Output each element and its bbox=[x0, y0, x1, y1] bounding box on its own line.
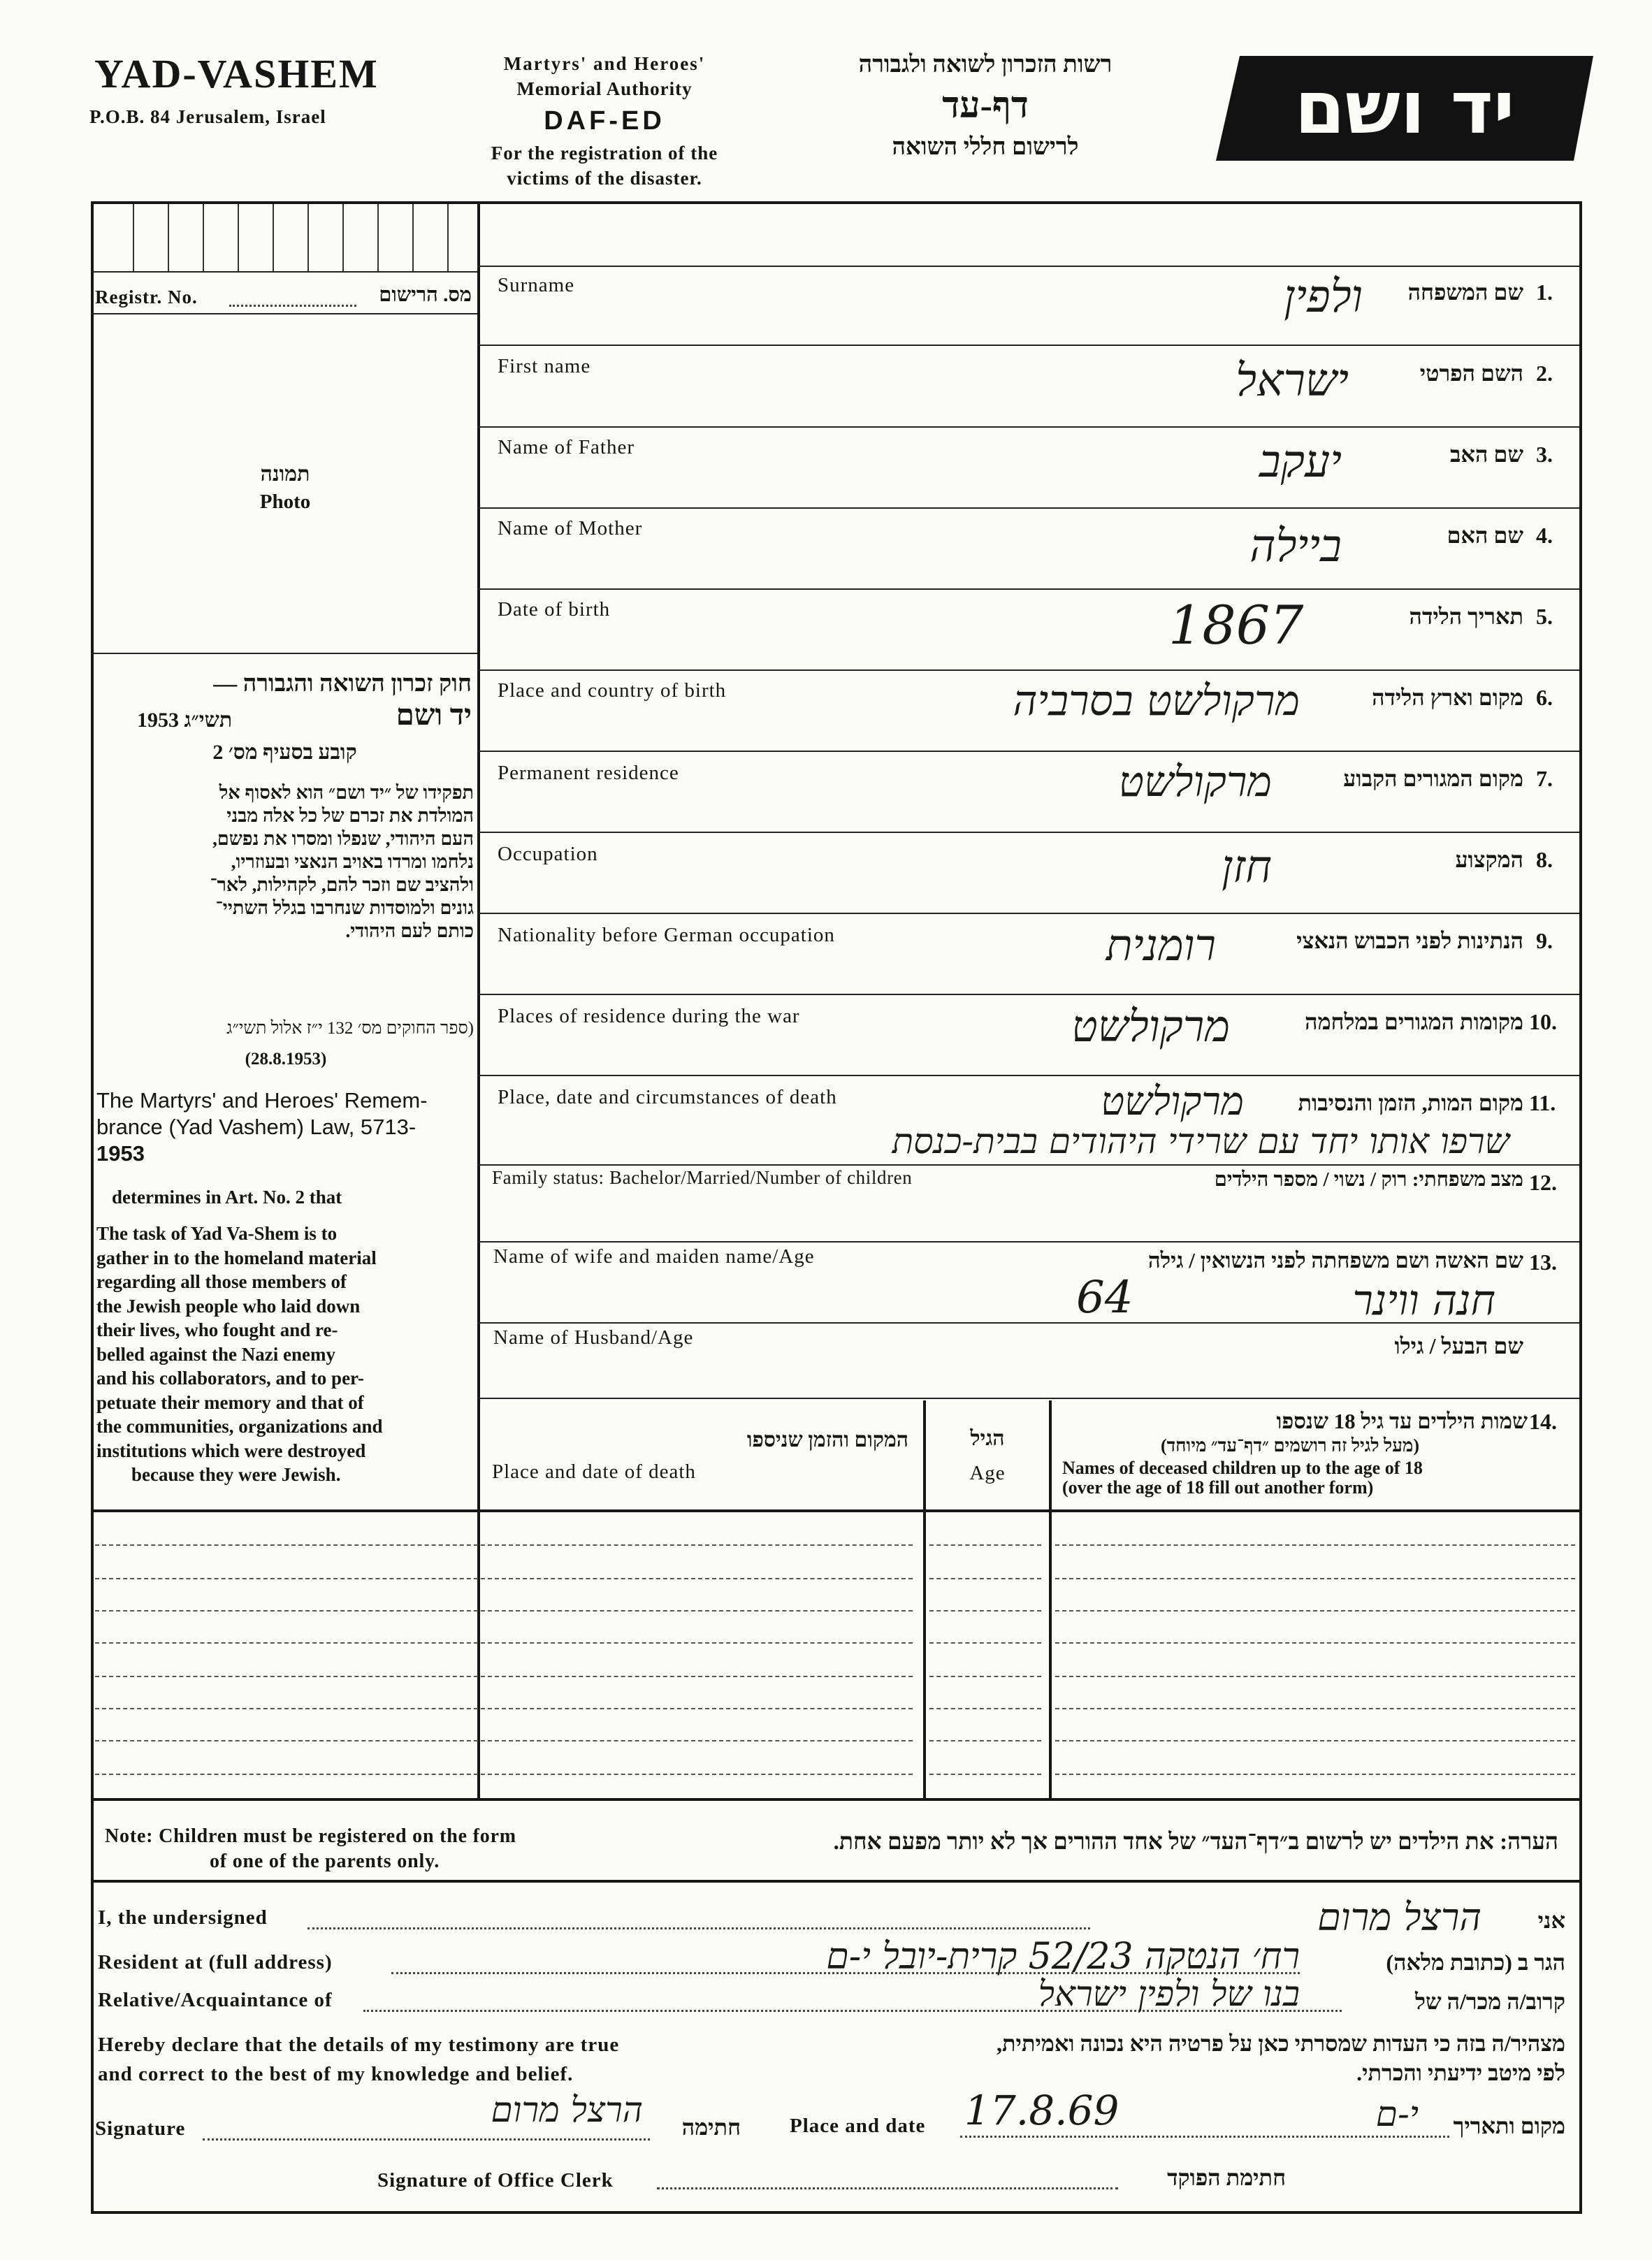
age-col-en: Age bbox=[969, 1462, 1006, 1484]
nationality-num: 9. bbox=[1536, 928, 1553, 953]
child-row[interactable] bbox=[95, 1708, 913, 1709]
law-en-title-line: 1953 bbox=[96, 1141, 145, 1166]
clerk-label-he: חתימת הפוקד bbox=[1167, 2165, 1286, 2190]
surname-num: 1. bbox=[1536, 280, 1553, 305]
place-date-label-en: Place and date bbox=[790, 2115, 926, 2137]
undersigned-value[interactable]: הרצל מרום bbox=[1317, 1895, 1481, 1939]
death-place-value[interactable]: מרקולשט bbox=[1101, 1079, 1244, 1124]
place-value[interactable]: י-ם bbox=[1375, 2094, 1419, 2134]
place-col-he: המקום והזמן שניספו bbox=[746, 1428, 908, 1451]
relative-value[interactable]: בנו של ולפין ישראל bbox=[1038, 1973, 1300, 2014]
first-name-label-en: First name bbox=[498, 355, 591, 377]
mother-label-he: שם האם bbox=[1447, 523, 1523, 548]
residence-label-he: מקום המגורים הקבוע bbox=[1343, 766, 1523, 791]
undersigned-label-he: אני bbox=[1537, 1908, 1565, 1933]
child-row[interactable] bbox=[95, 1642, 913, 1644]
husband-label-en: Name of Husband/Age bbox=[493, 1326, 694, 1349]
family-status-num: 12. bbox=[1529, 1170, 1557, 1195]
law-en-title-line: brance (Yad Vashem) Law, 5713- bbox=[96, 1115, 416, 1139]
authority-line2: Memorial Authority bbox=[516, 78, 693, 99]
surname-value[interactable]: ולפין bbox=[1284, 271, 1363, 323]
birth-date-label-en: Date of birth bbox=[498, 598, 611, 621]
children-title-en: Names of deceased children up to the age of 18 bbox=[1062, 1458, 1423, 1478]
mother-label-en: Name of Mother bbox=[498, 517, 643, 539]
war-residence-value[interactable]: מרקולשט bbox=[1071, 1001, 1230, 1052]
registration-no-label: Registr. No. bbox=[95, 287, 198, 307]
registration-no-he: מס. הרישום bbox=[379, 284, 472, 306]
law-he-line: נלחמו ומרדו באויב הנאצי ובעוזריו, bbox=[231, 851, 474, 872]
war-residence-label-he: מקומות המגורים במלחמה bbox=[1305, 1009, 1523, 1034]
child-row[interactable] bbox=[95, 1544, 913, 1546]
resident-label-he: הגר ב (כתובת מלאה) bbox=[1386, 1950, 1565, 1975]
law-he-line: גונים ולמוסדות שנחרבו בגלל השתיי־ bbox=[215, 897, 474, 918]
war-residence-num: 10. bbox=[1529, 1009, 1557, 1034]
child-row[interactable] bbox=[95, 1578, 913, 1579]
org-address: P.O.B. 84 Jerusalem, Israel bbox=[89, 106, 326, 127]
occupation-label-he: המקצוע bbox=[1455, 847, 1523, 872]
surname-label-he: שם המשפחה bbox=[1407, 280, 1523, 305]
wife-label-en: Name of wife and maiden name/Age bbox=[493, 1245, 815, 1268]
law-he-article: קובע בסעיף מס׳ 2 bbox=[212, 741, 357, 764]
birth-place-label-en: Place and country of birth bbox=[498, 679, 727, 702]
birth-date-value[interactable]: 1867 bbox=[1168, 594, 1304, 656]
residence-label-en: Permanent residence bbox=[498, 762, 679, 784]
declare-he-line2: לפי מיטב ידיעתי והכרתי. bbox=[1356, 2060, 1565, 2085]
registration-no-field[interactable] bbox=[229, 305, 356, 307]
purpose-line1: For the registration of the bbox=[491, 143, 718, 164]
resident-label-en: Resident at (full address) bbox=[98, 1951, 333, 1973]
yad-vashem-logo bbox=[1216, 56, 1593, 161]
nationality-value[interactable]: רומנית bbox=[1106, 920, 1216, 971]
law-he-line: העם היהודי, שנפלו ומסרו את נפשם, bbox=[212, 828, 474, 849]
father-value[interactable]: יעקב bbox=[1259, 436, 1342, 488]
law-he-line: תפקידו של ״יד ושם״ הוא לאסוף אל bbox=[219, 782, 474, 803]
residence-value[interactable]: מרקולשט bbox=[1118, 758, 1272, 806]
declare-he-line1: מצהיר/ה בזה כי העדות שמסרתי כאן על פרטיה היא נכונה ואמיתית, bbox=[997, 2031, 1565, 2056]
declare-en-line1: Hereby declare that the details of my testimony are true bbox=[98, 2034, 620, 2056]
nationality-label-en: Nationality before German occupation bbox=[498, 924, 835, 946]
clerk-label-en: Signature of Office Clerk bbox=[377, 2169, 614, 2192]
logo-text: יד ושם bbox=[1294, 65, 1515, 150]
form-name: DAF-ED bbox=[544, 106, 665, 136]
note-he: הערה: את הילדים יש לרשום ב״דף־העד״ של אחד ההורים אך לא יותר מפעם אחת. bbox=[833, 1830, 1558, 1855]
place-date-label-he: מקום ותאריך bbox=[1453, 2113, 1565, 2138]
father-num: 3. bbox=[1536, 442, 1553, 467]
child-row[interactable] bbox=[95, 1774, 913, 1775]
birth-date-label-he: תאריך הלידה bbox=[1409, 604, 1523, 629]
law-he-year: 1953 תשי״ג bbox=[137, 709, 233, 732]
child-row[interactable] bbox=[95, 1740, 913, 1741]
death-label-en: Place, date and circumstances of death bbox=[498, 1086, 837, 1108]
photo-label-en: Photo bbox=[259, 491, 311, 513]
birth-date-num: 5. bbox=[1536, 604, 1553, 629]
undersigned-label-en: I, the undersigned bbox=[98, 1906, 268, 1929]
children-sub-he: (מעל לגיל זה רושמים ״דף־עד״ מיוחד) bbox=[1161, 1435, 1419, 1456]
relative-label-en: Relative/Acquaintance of bbox=[98, 1989, 333, 2011]
children-sub-en: (over the age of 18 fill out another form) bbox=[1062, 1477, 1374, 1498]
occupation-value[interactable]: חזן bbox=[1221, 841, 1272, 893]
first-name-label-he: השם הפרטי bbox=[1419, 361, 1523, 386]
signature-value[interactable]: הרצל מרום bbox=[491, 2089, 643, 2130]
date-value[interactable]: 17.8.69 bbox=[964, 2087, 1120, 2134]
note-en-line2: of one of the parents only. bbox=[210, 1850, 440, 1872]
wife-num: 13. bbox=[1529, 1249, 1557, 1275]
place-col-en: Place and date of death bbox=[492, 1461, 696, 1483]
signature-label-en: Signature bbox=[95, 2117, 186, 2140]
law-he-body bbox=[98, 781, 474, 943]
mother-value[interactable]: ביילה bbox=[1249, 521, 1342, 572]
law-he-title: חוק זכרון השואה והגבורה — bbox=[213, 671, 472, 697]
first-name-num: 2. bbox=[1536, 361, 1553, 386]
nationality-label-he: הנתינות לפני הכבוש הנאצי bbox=[1296, 928, 1523, 953]
law-en-title bbox=[96, 1087, 474, 1167]
father-label-en: Name of Father bbox=[498, 436, 635, 458]
law-he-line: כותם לעם היהודי. bbox=[345, 920, 474, 941]
wife-label-he: שם האשה ושם משפחתה לפני הנשואין / גילה bbox=[1147, 1248, 1523, 1273]
resident-value[interactable]: רח׳ הנטקה 52/23 קרית-יובל י-ם bbox=[826, 1936, 1300, 1978]
declare-en-line2: and correct to the best of my knowledge and belief. bbox=[98, 2063, 574, 2085]
age-col-he: הגיל bbox=[970, 1427, 1005, 1450]
law-en-title-line: The Martyrs' and Heroes' Remem- bbox=[96, 1088, 428, 1113]
authority-line1: Martyrs' and Heroes' bbox=[503, 53, 706, 74]
wife-name-value[interactable]: חנה ווינר bbox=[1352, 1276, 1495, 1325]
wife-age-value[interactable]: 64 bbox=[1076, 1272, 1133, 1324]
family-status-label-he: מצב משפחתי: רוק / נשוי / מספר הילדים bbox=[1214, 1168, 1523, 1191]
law-he-line: המולדת את זכרם של כל אלה מבני bbox=[226, 805, 474, 826]
father-label-he: שם האב bbox=[1450, 442, 1523, 467]
photo-label-he: תמונה bbox=[260, 463, 310, 486]
residence-num: 7. bbox=[1536, 766, 1553, 791]
law-en-determines: determines in Art. No. 2 that bbox=[112, 1187, 342, 1208]
relative-label-he: קרוב/ה מכר/ה של bbox=[1415, 1989, 1565, 2014]
law-he-date: (28.8.1953) bbox=[245, 1050, 327, 1069]
death-label-he: מקום המות, הזמן והנסיבות bbox=[1298, 1090, 1523, 1115]
purpose-line2: victims of the disaster. bbox=[507, 168, 702, 189]
he-form-name: דף-עד bbox=[942, 86, 1029, 126]
death-circumstances-value[interactable]: שרפו אותו יחד עם שרידי היהודים בבית-כנסת bbox=[892, 1121, 1509, 1161]
children-title-he: שמות הילדים עד גיל 18 שנספו bbox=[1276, 1409, 1528, 1433]
law-he-source: (ספר החוקים מס׳ 132 י״ז אלול תשי״ג bbox=[226, 1019, 474, 1038]
signature-label-he: חתימה bbox=[681, 2115, 741, 2140]
note-en-line1: Note: Children must be registered on the form bbox=[105, 1825, 516, 1847]
death-num: 11. bbox=[1529, 1090, 1556, 1115]
occupation-num: 8. bbox=[1536, 847, 1553, 872]
family-status-label-en: Family status: Bachelor/Married/Number of children bbox=[492, 1167, 913, 1188]
war-residence-label-en: Places of residence during the war bbox=[498, 1005, 800, 1027]
he-purpose: לרישום חללי השואה bbox=[892, 134, 1079, 160]
surname-label-en: Surname bbox=[498, 274, 575, 296]
occupation-label-en: Occupation bbox=[498, 843, 598, 865]
husband-label-he: שם הבעל / גילו bbox=[1394, 1333, 1523, 1359]
birth-place-num: 6. bbox=[1536, 685, 1553, 710]
children-num: 14. bbox=[1529, 1409, 1557, 1434]
child-row[interactable] bbox=[95, 1610, 913, 1611]
law-en-body: The task of Yad Va-Shem is to gather in to the homeland material regarding all those members of the Jewish people who laid down their lives, who fought and re- belled against the Nazi enemy and his collaborators, and to per- petuate their memory and that of the communities, organizations and institutions which were destroyed because they were Jewish. bbox=[96, 1223, 383, 1485]
mother-num: 4. bbox=[1536, 523, 1553, 548]
birth-place-value[interactable]: מרקולשט בסרביה bbox=[1013, 676, 1300, 725]
he-authority: רשות הזכרון לשואה ולגבורה bbox=[858, 52, 1113, 78]
org-title: YAD-VASHEM bbox=[94, 51, 379, 96]
child-row[interactable] bbox=[95, 1676, 913, 1677]
law-he-name: יד ושם bbox=[396, 700, 472, 732]
first-name-value[interactable]: ישראל bbox=[1236, 355, 1349, 407]
law-he-line: ולהציב שם וזכר להם, לקהילות, לאר־ bbox=[210, 874, 474, 895]
birth-place-label-he: מקום וארץ הלידה bbox=[1372, 685, 1523, 710]
